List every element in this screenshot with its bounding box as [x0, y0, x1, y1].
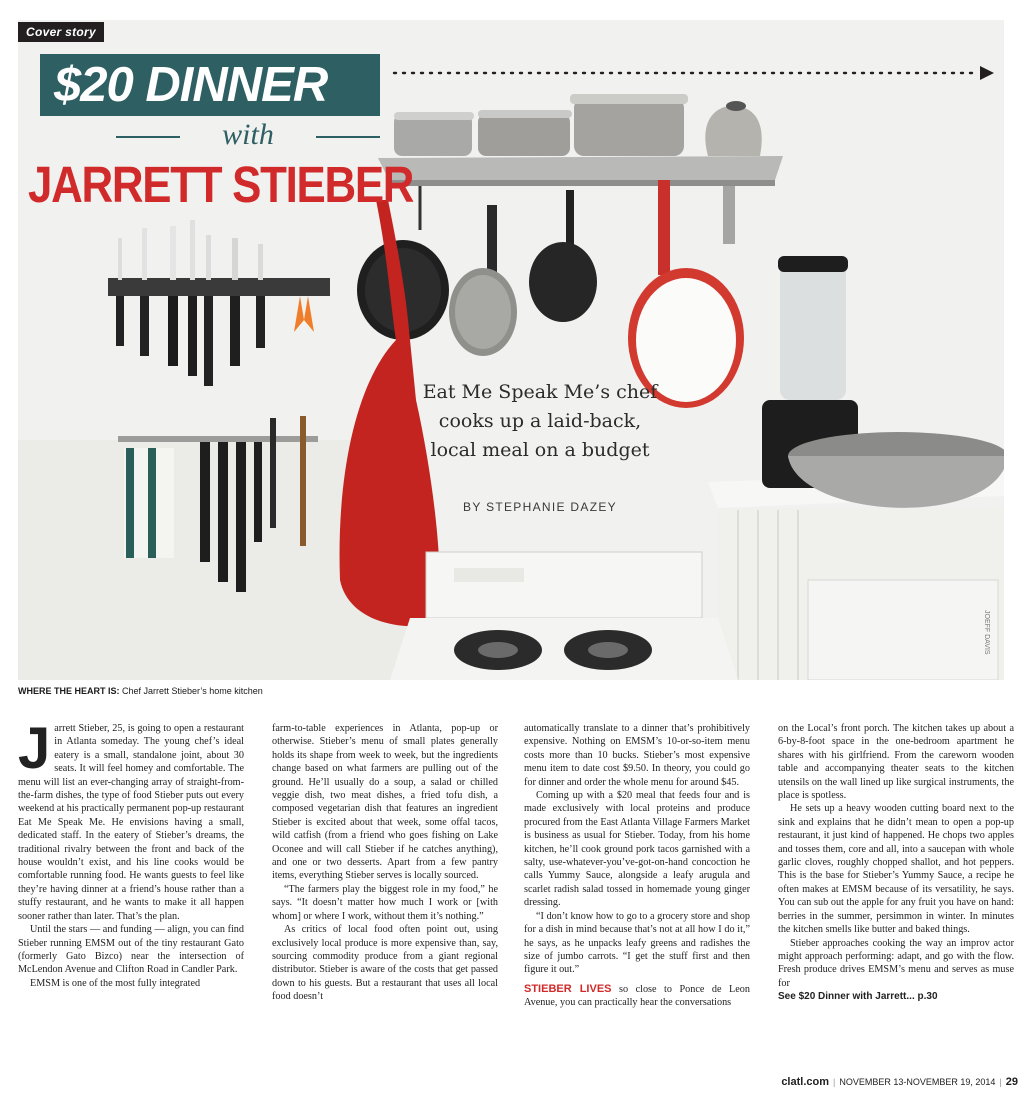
page-number: 29: [1005, 1076, 1018, 1088]
paragraph: Coming up with a $20 meal that feeds four and is made exclusively with local proteins and produce procured from the East Atlanta Village Farmers Market is business as usual for Stieber. Today, from his home kitchen, he’ll cook ground pork tacos garnished with a salty, use-whatever-you’ve-got-on-hand concoction he calls Yummy Sauce, alongside a leafy arugula and scarlet radish salad tossed in homemade young ginger dressing.: [524, 790, 750, 909]
section-tag: Cover story: [18, 22, 104, 42]
footer-dates: NOVEMBER 13-NOVEMBER 19, 2014: [839, 1077, 996, 1087]
jump-link[interactable]: See $20 Dinner with Jarrett... p.30: [778, 991, 938, 1003]
caption-text: Chef Jarrett Stieber’s home kitchen: [119, 686, 263, 696]
footer-separator: |: [999, 1077, 1002, 1087]
paragraph: He sets up a heavy wooden cutting board next to the sink and explains that he didn’t mean to open a pop-up restaurant, it just kind of happened. He chops two apples and tosses them, core and all, into a saucepan with whole garlic cloves, roughly chopped shallot, and hot peppers. This is the base for Stieber’s Yummy Sauce, a recipe he often makes at EMSM because of its versatility, he says. You can sub out the apple for any fruit you have on hand: berries in the summer, persimmon in winter. In minutes the kitchen smells like butter and baked things.: [778, 803, 1014, 936]
jump-line[interactable]: [778, 990, 1014, 1003]
dotted-arrow-icon: [392, 66, 996, 80]
headline-with: with: [222, 118, 274, 151]
caption-lead: WHERE THE HEART IS:: [18, 686, 120, 696]
stove: [390, 552, 738, 680]
footer-separator: |: [833, 1077, 836, 1087]
byline: BY STEPHANIE DAZEY: [463, 500, 617, 514]
rule-right: [316, 136, 380, 138]
article-column-2: [272, 722, 498, 1004]
page-footer: [762, 1076, 1018, 1088]
headline-name: JARRETT STIEBER: [28, 156, 414, 213]
paragraph: Until the stars — and funding — align, you can find Stieber running EMSM out of the tiny restaurant Gato (formerly Gato Bizco) near the intersection of McLendon Avenue and Clifton Road in Candler Park.: [18, 924, 244, 976]
paragraph: [18, 716, 244, 923]
article-column-3: [524, 722, 750, 1010]
footer-site[interactable]: clatl.com: [781, 1076, 829, 1088]
photo-credit: JOEFF DAVIS: [983, 610, 990, 655]
paragraph: Stieber approaches cooking the way an improv actor might approach performing: adapt, and go with the flow. Fresh produce drives EMSM’s menu and serves as muse for: [778, 937, 1014, 989]
paragraph: farm-to-table experiences in Atlanta, pop-up or otherwise. Stieber’s menu of small plates generally holds its shape from week to week, but the ingredients change based on what farmers are pulling out of the ground. He’ll usually do a soup, a salad or chilled veggie dish, two meat dishes, a fried tofu dish, a composed vegetarian dish that features an ingredient Stieber is excited about that week, some offal tacos, wild catfish (from a friend who goes fishing on Lake Oconee and will call Stieber if he catches anything), and one or two desserts. Apart from a few pantry items, everything Stieber serves is locally sourced.: [272, 723, 498, 882]
paragraph: [524, 983, 750, 1010]
article-column-1: [18, 716, 244, 990]
paragraph: on the Local’s front porch. The kitchen takes up about a 6-by-8-foot space in the one-bedroom apartment he shares with his girlfriend. From the careworn wooden table and accompanying theater seats to the kitchen utensils on the wall lined up like surgical instruments, the place is spotless.: [778, 723, 1014, 802]
paragraph: EMSM is one of the most fully integrated: [30, 977, 201, 989]
with-divider: [116, 118, 380, 151]
paragraph: automatically translate to a dinner that’s prohibitively expensive. Nothing on EMSM’s 10-or-so-item menu costs more than 10 bucks. Stieber’s most expensive menu item to date cost $9.50. In theory, you could go for dinner and order the whole menu for around $45.: [524, 723, 750, 788]
dek-text: Eat Me Speak Me’s chef cooks up a laid-back, local meal on a budget: [422, 381, 658, 461]
paragraph: As critics of local food often point out, using exclusively local produce is more expensive than, say, sourcing commodity produce from a giant regional distributor. Stieber is aware of the costs that get passed down to his guests. But a restaurant that uses all local food doesn’t: [272, 924, 498, 1003]
paragraph: “The farmers play the biggest role in my food,” he says. “It doesn’t matter how much I work or [with whom] or where I work, without them it’s nothing.”: [272, 883, 498, 922]
headline-title: $20 DINNER: [54, 58, 328, 112]
section-lead-in: STIEBER LIVES: [524, 982, 612, 995]
paragraph: “I don’t know how to go to a grocery store and shop for a dish in mind because that’s not at all how I do it,” he says, as he unpacks leafy greens and radishes the size of jumbo carrots. “I get the stuff first and then figure it out.”: [524, 910, 750, 976]
paragraph-text: so close to Ponce de Leon Avenue, you can practically hear the conversations: [524, 983, 750, 1009]
paragraph-text: arrett Stieber, 25, is going to open a restaurant in Atlanta someday. The young chef’s ideal eatery is a small, standalone joint, about 30 seats. It will feel homey and comfortable. The menu will list an ever-changing array of straight-from-the-farm dishes, the type of food Stieber puts out every weekend at his practically permanent pop-up restaurant Eat Me Speak Me. He envisions having a small, dedicated staff. In the eatery of Stieber’s dreams, the traditional rivalry between the front and back of the house wouldn’t exist, and his line cooks would be comfortable running food. He wants guests to feel like they’re having dinner at a friend’s house rather than a stuffy restaurant, and he wants to make it all happen sooner rather than later. That’s the plan.: [18, 723, 244, 922]
photo-caption: [18, 686, 263, 696]
article-column-4: [778, 722, 1014, 1004]
drop-cap: J: [18, 716, 51, 781]
